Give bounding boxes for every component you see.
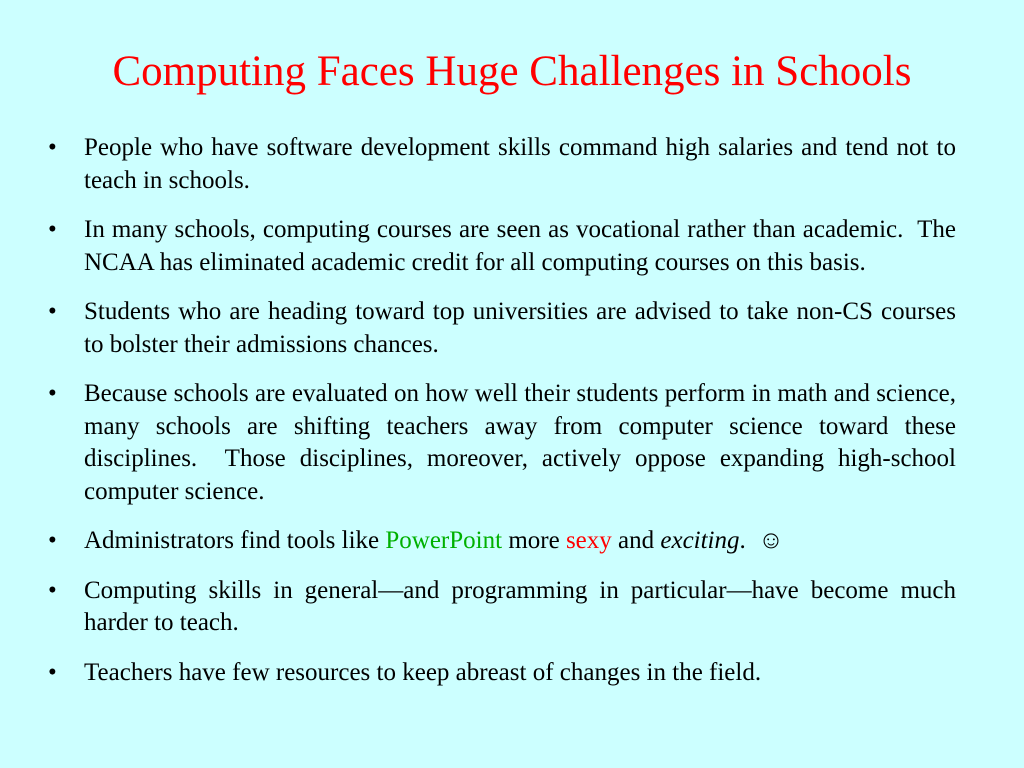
bullet-text: more <box>502 527 566 554</box>
bullet-text: In many schools, computing courses are seen as vocational rather than academic. The NCAA has eliminated academic credit for all computing courses on this basis. <box>84 216 963 276</box>
slide-title: Computing Faces Huge Challenges in Schools <box>112 48 912 95</box>
bullet-text: and <box>611 527 661 554</box>
exciting-text: exciting <box>660 527 740 554</box>
bullet-text: Students who are heading toward top universities are advised to take non-CS courses to bolster their admissions chances. <box>84 298 956 358</box>
smiley-text: . ☺ <box>739 527 784 554</box>
bullet-icon: • <box>48 298 57 325</box>
bullet-text: People who have software development skills command high salaries and tend not to teach in schools. <box>84 134 956 194</box>
bullet-text: Computing skills in general—and programming in particular—have become much harder to teach. <box>84 576 956 636</box>
bullet-item <box>48 575 956 640</box>
bullet-icon: • <box>48 527 57 554</box>
bullet-icon: • <box>48 380 57 407</box>
bullet-text: Administrators find tools like <box>84 527 386 554</box>
bullet-list <box>48 132 963 706</box>
bullet-icon: • <box>48 576 57 604</box>
sexy-text: sexy <box>565 527 612 554</box>
bullet-item <box>48 657 956 690</box>
bullet-text: Teachers have few resources to keep abreast of changes in the field. <box>84 658 762 686</box>
bullet-item <box>48 296 956 361</box>
bullet-item <box>48 132 956 197</box>
bullet-item <box>48 378 963 508</box>
bullet-item <box>48 525 956 558</box>
bullet-icon: • <box>48 658 57 686</box>
bullet-icon: • <box>48 216 57 243</box>
bullet-item <box>48 214 963 279</box>
powerpoint-text: PowerPoint <box>385 527 503 554</box>
bullet-text: Because schools are evaluated on how well their students perform in math and science, many schools are shifting teachers away from computer science toward these disciplines. Those disciplines, moreover, actively oppose expanding high-school computer science. <box>84 380 963 505</box>
bullet-icon: • <box>48 134 57 161</box>
